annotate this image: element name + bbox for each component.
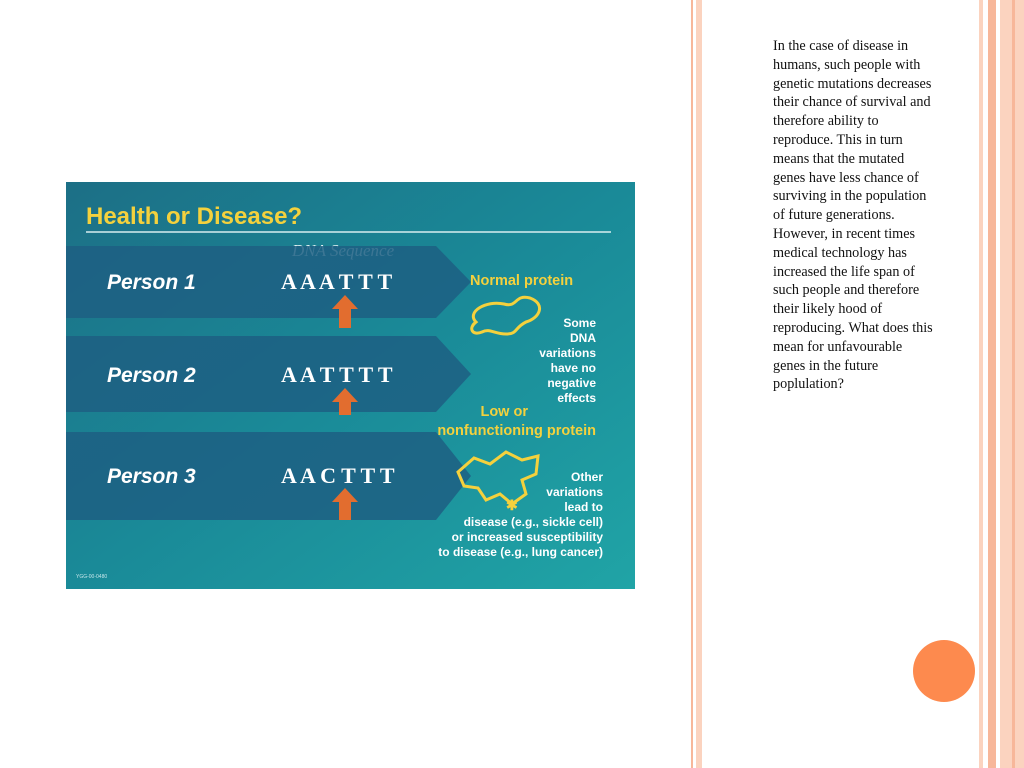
normal-protein-label: Normal protein (470, 273, 574, 289)
person-1-label: Person 1 (107, 271, 196, 294)
right-stripe-2 (988, 0, 996, 768)
low-protein-line: Low or (480, 404, 528, 420)
note-line: negative (547, 376, 596, 390)
slide-body-text: In the case of disease in humans, such people with genetic mutations decreases their chance of survival and therefore ability to reproduce. This in turn means that the mutated genes have less chance of surviving in the population of future generations. However, in recent times medical technology has increased the life span of such people and therefore their likely hood of reproducing. What does this mean for unfavourable genes in the future poplulation? (773, 38, 933, 393)
disease-line: to disease (e.g., lung cancer) (438, 545, 603, 559)
figure-title: Health or Disease? (86, 203, 303, 230)
note-line: Some (563, 316, 596, 330)
note-line: variations (539, 346, 596, 360)
note-line: DNA (570, 331, 596, 345)
disease-line: lead to (564, 500, 603, 514)
note-line: effects (557, 391, 596, 405)
person-2-label: Person 2 (107, 364, 196, 387)
note-line: have no (550, 361, 596, 375)
figure-code: YGG-00-0480 (76, 574, 108, 580)
person-2-sequence: A A T T T T (281, 362, 393, 387)
accent-circle (913, 640, 975, 702)
disease-line: disease (e.g., sickle cell) (463, 515, 603, 529)
person-3-label: Person 3 (107, 465, 196, 488)
disease-line: variations (546, 485, 603, 499)
right-stripe-4 (1012, 0, 1015, 768)
person-3-sequence: A A C T T T (281, 463, 395, 488)
left-stripe-inner (696, 0, 702, 768)
health-or-disease-figure (66, 182, 635, 589)
disease-line: or increased susceptibility (451, 530, 603, 544)
left-stripe-outer (691, 0, 693, 768)
person-1-sequence: A A A T T T (281, 269, 393, 294)
right-stripe-1 (979, 0, 983, 768)
low-protein-line: nonfunctioning protein (437, 423, 596, 439)
disease-line: Other (570, 470, 603, 484)
mutation-star-icon: ✱ (506, 497, 518, 513)
